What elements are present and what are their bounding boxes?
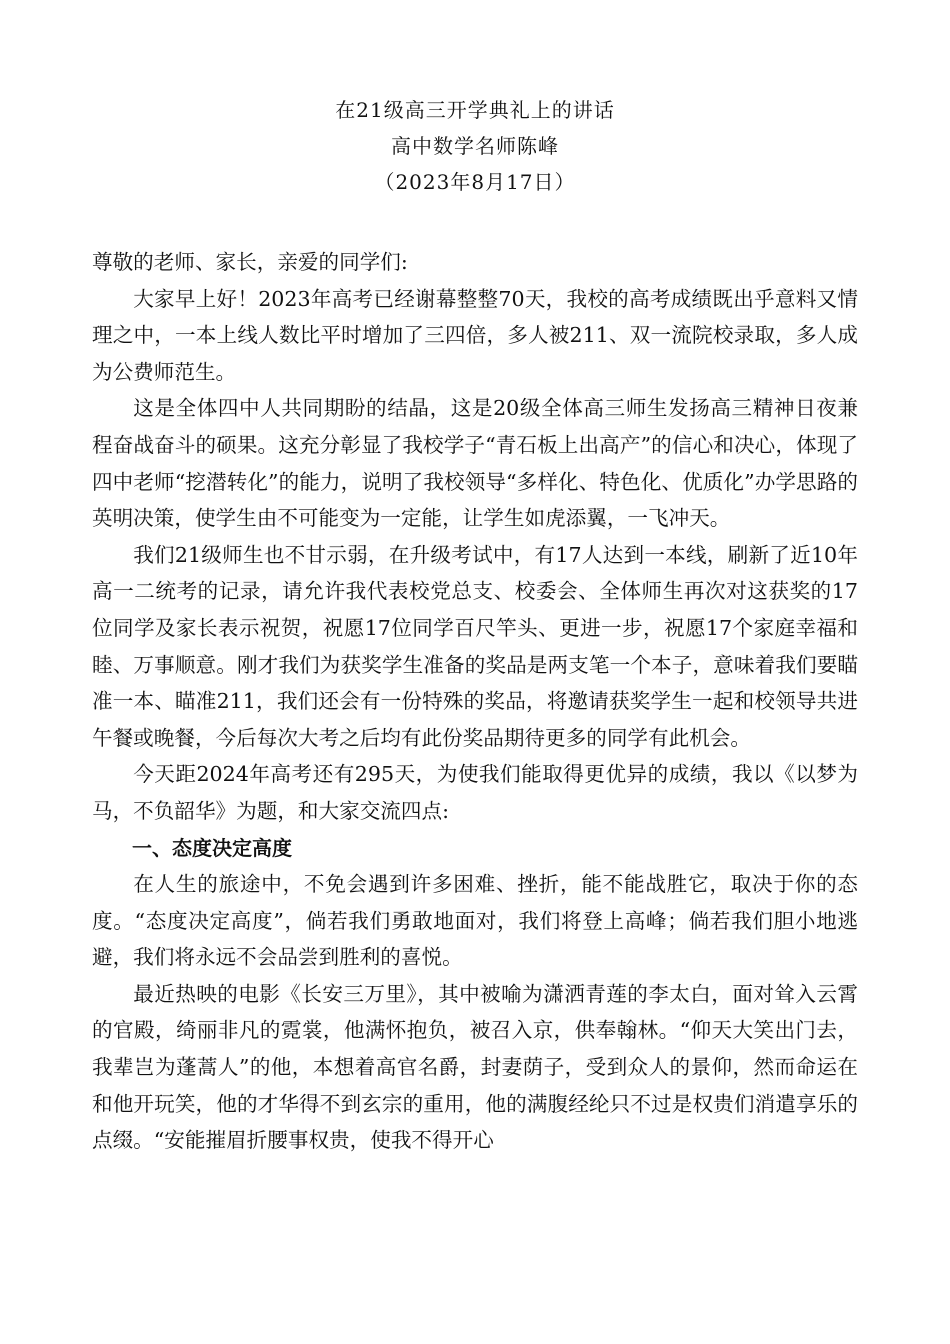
paragraph-movie: 最近热映的电影《长安三万里》，其中被喻为潇洒青莲的李太白，面对耸入云霄的官殿，绮丽非凡的霓裳，他满怀抱负，被召入京，供奉翰林。“仰天大笑出门去，我辈岂为蓬蒿人”的他，本想着高官名爵，封妻荫子，受到众人的景仰，然而命运在和他开玩笑，他的才华得不到玄宗的重用，他的满腹经纶只不过是权贵们消遣享乐的点缀。“安能摧眉折腰事权贵，使我不得开心 bbox=[92, 981, 858, 1153]
paragraph-greeting: 大家早上好！2023年高考已经谢幕整整70天，我校的高考成绩既出乎意料又情理之中，一本上线人数比平时增加了三四倍，多人被211、双一流院校录取，多人成为公费师范生。 bbox=[92, 286, 858, 384]
speech-date: （2023年8月17日） bbox=[374, 170, 576, 194]
speech-title: 在21级高三开学典礼上的讲话 bbox=[335, 98, 615, 122]
section-heading-attitude: 一、态度决定高度 bbox=[132, 835, 292, 860]
paragraph-achievement: 这是全体四中人共同期盼的结晶，这是20级全体高三师生发扬高三精神日夜兼程奋战奋斗的硕果。这充分彰显了我校学子“青石板上出高产”的信心和决心，体现了四中老师“挖潜转化”的能力，说明了我校领导“多样化、特色化、优质化”办学思路的英明决策，使学生由不可能变为一定能，让学生如虎添翼，一飞冲天。 bbox=[92, 396, 858, 531]
document-header bbox=[0, 92, 950, 200]
paragraph-countdown: 今天距2024年高考还有295天，为使我们能取得更优异的成绩，我以《以梦为马，不负韶华》为题，和大家交流四点: bbox=[92, 762, 858, 823]
speech-author: 高中数学名师陈峰 bbox=[391, 134, 559, 158]
salutation: 尊敬的老师、家长，亲爱的同学们: bbox=[92, 250, 408, 274]
paragraph-grade21: 我们21级师生也不甘示弱，在升级考试中，有17人达到一本线，刷新了近10年高一二统考的记录，请允许我代表校党总支、校委会、全体师生再次对这获奖的17位同学及家长表示祝贺，祝愿17位同学百尺竿头、更进一步，祝愿17个家庭幸福和睦、万事顺意。刚才我们为获奖学生准备的奖品是两支笔一个本子，意味着我们要瞄准一本、瞄准211，我们还会有一份特殊的奖品，将邀请获奖学生一起和校领导共进午餐或晚餐，今后每次大考之后均有此份奖品期待更多的同学有此机会。 bbox=[92, 542, 858, 750]
document-body bbox=[92, 244, 858, 1159]
paragraph-attitude: 在人生的旅途中，不免会遇到许多困难、挫折，能不能战胜它，取决于你的态度。“态度决定高度”，倘若我们勇敢地面对，我们将登上高峰；倘若我们胆小地逃避，我们将永远不会品尝到胜利的喜悦。 bbox=[92, 872, 858, 970]
